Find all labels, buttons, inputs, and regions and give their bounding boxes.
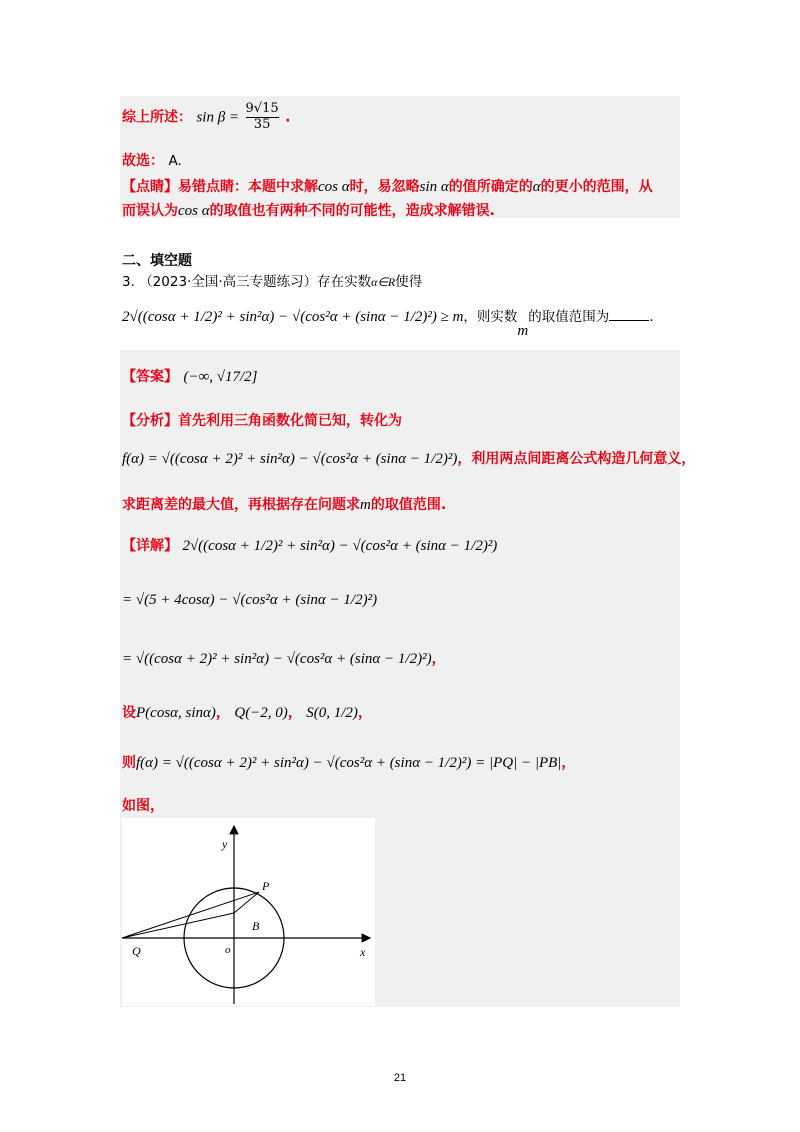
note-alpha: α (532, 179, 541, 195)
analysis-text-3: 求距离差的最大值，再根据存在问题求 (122, 497, 360, 513)
set-label: 设 (122, 705, 136, 721)
note-line-2 (122, 200, 495, 220)
detail-line-2 (122, 592, 377, 609)
detail-line-3-end: ， (431, 651, 446, 667)
question-blank-end: . (649, 309, 654, 325)
detail-label: 【详解】 (122, 538, 178, 554)
note-cos: cos α (318, 179, 350, 195)
choose-line (122, 150, 182, 170)
label-p: P (262, 879, 270, 893)
question-tail: 使得 (395, 274, 423, 290)
note-text-5: 而误认为 (122, 203, 178, 219)
detail-line-1 (122, 535, 497, 555)
note-text-1: 易错点睛：本题中求解 (178, 179, 318, 195)
choose-label: 故选： (122, 153, 164, 169)
question-end: 的取值范围为 (528, 309, 610, 325)
summary-numerator: 9√15 (245, 101, 279, 116)
note-text-6: 的取值也有两种不同的可能性，造成求解错误. (209, 203, 495, 219)
analysis-line-3 (122, 494, 446, 514)
label-x: x (360, 945, 366, 959)
set-comma-3: ， (357, 705, 372, 721)
summary-denominator: 35 (246, 117, 279, 133)
question-m: m (517, 323, 529, 339)
answer-label: 【答案】 (122, 369, 178, 385)
section-heading: 二、填空题 (122, 253, 192, 269)
set-p: P(cosα, sinα) (136, 705, 216, 721)
summary-label: 综上所述： (122, 109, 192, 126)
detail-line-3 (122, 648, 446, 668)
figure-intro: 如图， (122, 798, 164, 814)
analysis-text-2: ，利用两点间距离公式构造几何意义， (457, 451, 696, 467)
answer-value: (−∞, √17/2] (183, 369, 258, 385)
figure-svg (122, 818, 375, 1006)
then-end: ， (561, 755, 576, 771)
note-text-4: 的更小的范围，从 (540, 179, 653, 195)
analysis-line-2 (122, 448, 695, 468)
summary-end: . (285, 109, 291, 126)
answer-line (122, 366, 259, 386)
detail-expression-2: = √(5 + 4cosα) − √(cos²α + (sinα − 1/2)²) (122, 592, 378, 608)
analysis-f-expression: f(α) = √((cosα + 2)² + sin²α) − √(cos²α + (sinα − 1/2)²) (122, 451, 458, 467)
note-label: 【点睛】 (122, 179, 178, 195)
label-o: o (225, 944, 231, 956)
set-line (122, 702, 372, 722)
choose-value: A. (168, 153, 182, 169)
question-expression: 2√((cosα + 1/2)² + sin²α) − √(cos²α + (sinα − 1/2)²) ≥ m (122, 309, 464, 325)
segment-qb (122, 913, 234, 938)
summary-line (122, 102, 290, 133)
note-text-3: 的值所确定的 (448, 179, 533, 195)
summary-lhs: sin β = (196, 109, 240, 126)
label-y: y (222, 837, 228, 851)
page-number: 21 (393, 1072, 407, 1084)
label-b: B (252, 919, 260, 933)
note-text-2: 时，易忽略 (349, 179, 420, 195)
summary-fraction (246, 102, 279, 133)
analysis-label: 【分析】 (122, 413, 178, 429)
analysis-text: 首先利用三角函数化简已知，转化为 (178, 413, 402, 429)
set-comma-1: ， (215, 705, 230, 721)
question-source: （2023·全国·高三专题练习）存在实数 (139, 274, 372, 290)
then-label: 则 (122, 755, 136, 771)
answer-blank (609, 308, 649, 321)
question-number: 3. (122, 274, 135, 290)
segment-pb (234, 892, 259, 913)
analysis-m: m (360, 497, 371, 513)
question-alpha-in-r: α∈R (371, 275, 396, 289)
note-sin: sin α (419, 179, 449, 195)
question-line-1 (122, 270, 422, 290)
detail-expression-1: 2√((cosα + 1/2)² + sin²α) − √(cos²α + (sinα − 1/2)²) (182, 538, 498, 554)
then-line (122, 752, 575, 772)
detail-expression-3: = √((cosα + 2)² + sin²α) − √(cos²α + (sinα − 1/2)²) (122, 651, 432, 667)
analysis-line-1 (122, 410, 402, 430)
segment-pq (122, 892, 259, 938)
set-comma-2: ， (287, 705, 302, 721)
question-line-2 (122, 305, 654, 339)
note-cos-2: cos α (178, 203, 210, 219)
geometry-figure (122, 818, 375, 1006)
set-q: Q(−2, 0) (234, 705, 288, 721)
set-s: S(0, 1/2) (306, 705, 358, 721)
question-after: ，则实数 (463, 309, 518, 325)
analysis-text-4: 的取值范围. (370, 497, 447, 513)
then-expression: f(α) = √((cosα + 2)² + sin²α) − √(cos²α + (sinα − 1/2)²) = |PQ| − |PB| (136, 755, 562, 771)
label-q: Q (132, 944, 141, 958)
note-line-1 (122, 176, 653, 196)
